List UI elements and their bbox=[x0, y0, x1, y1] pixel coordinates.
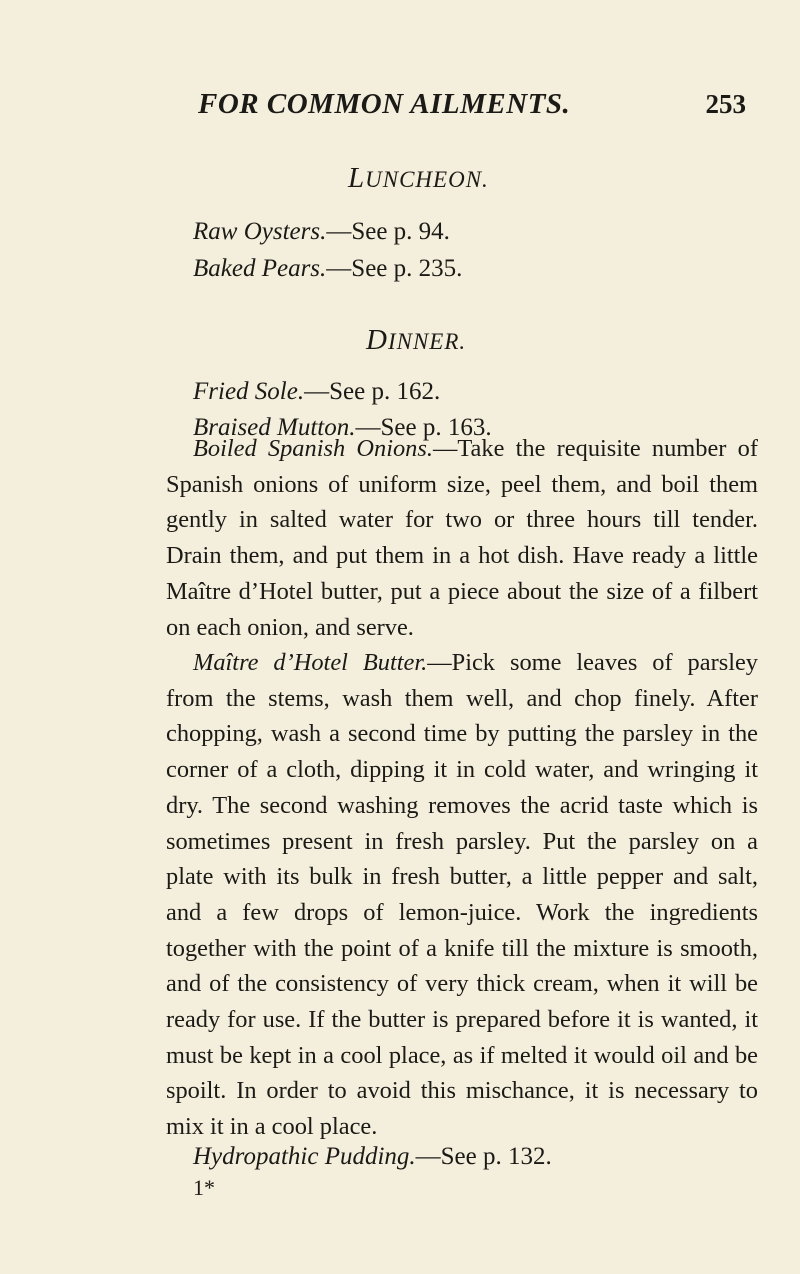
item-text: —See p. 162. bbox=[304, 378, 441, 405]
item-title: Hydropathic Pudding. bbox=[193, 1143, 416, 1170]
luncheon-heading-rest: UNCHEON. bbox=[365, 167, 489, 192]
recipe-text: —Pick some leaves of parsley from the stems, wash them well, and chop finely. After chopping, wash a second time by putting the parsley in the corner of a cloth, dipping it in cold water, and wringing it dry. The second washing removes the acrid taste which is sometimes present in fresh parsley. Put the parsley on a plate with its bulk in fresh butter, a little pepper and salt, and a few drops of lemon-juice. Work the ingredients together with the point of a knife till the mixture is smooth, and of the consistency of very thick cream, when it will be ready for use. If the butter is prepared before it is wanted, it must be kept in a cool place, as if melted it would oil and be spoilt. In order to avoid this mischance, it is necessary to mix it in a cool place. bbox=[166, 649, 758, 1141]
luncheon-item-raw-oysters bbox=[193, 218, 450, 246]
luncheon-item-baked-pears bbox=[193, 255, 462, 283]
recipe-boiled-spanish-onions bbox=[166, 431, 758, 645]
luncheon-heading-initial: L bbox=[348, 162, 366, 194]
luncheon-heading bbox=[348, 162, 489, 195]
recipe-title: Boiled Spanish Onions. bbox=[193, 435, 433, 462]
dinner-heading bbox=[366, 324, 466, 357]
item-title: Fried Sole. bbox=[193, 378, 305, 405]
dinner-item-hydropathic-pudding bbox=[193, 1143, 552, 1171]
page-header bbox=[0, 88, 800, 128]
running-head: FOR COMMON AILMENTS. bbox=[198, 88, 571, 120]
printer-signature: 1* bbox=[193, 1175, 215, 1200]
item-text: —See p. 235. bbox=[326, 255, 463, 282]
recipe-title: Maître d’Hotel Butter. bbox=[193, 649, 428, 676]
dinner-heading-rest: INNER. bbox=[387, 329, 467, 354]
item-title: Raw Oysters. bbox=[193, 218, 327, 245]
dinner-heading-initial: D bbox=[366, 324, 388, 356]
item-title: Baked Pears. bbox=[193, 255, 327, 282]
recipe-maitre-d-hotel-butter bbox=[166, 645, 758, 1145]
item-title: Braised Mutton. bbox=[193, 414, 356, 441]
page-number: 253 bbox=[705, 89, 746, 119]
item-text: —See p. 132. bbox=[415, 1143, 552, 1170]
recipe-text: —Take the requisite number of Spanish onions of uniform size, peel them, and boil them gently in salted water for two or three hours till tender. Drain them, and put them in a hot dish. Have ready a little Maître d’Hotel butter, put a piece about the size of a filbert on each onion, and serve. bbox=[166, 435, 758, 641]
item-text: —See p. 163. bbox=[355, 414, 492, 441]
dinner-item-fried-sole bbox=[193, 378, 440, 406]
item-text: —See p. 94. bbox=[326, 218, 450, 245]
